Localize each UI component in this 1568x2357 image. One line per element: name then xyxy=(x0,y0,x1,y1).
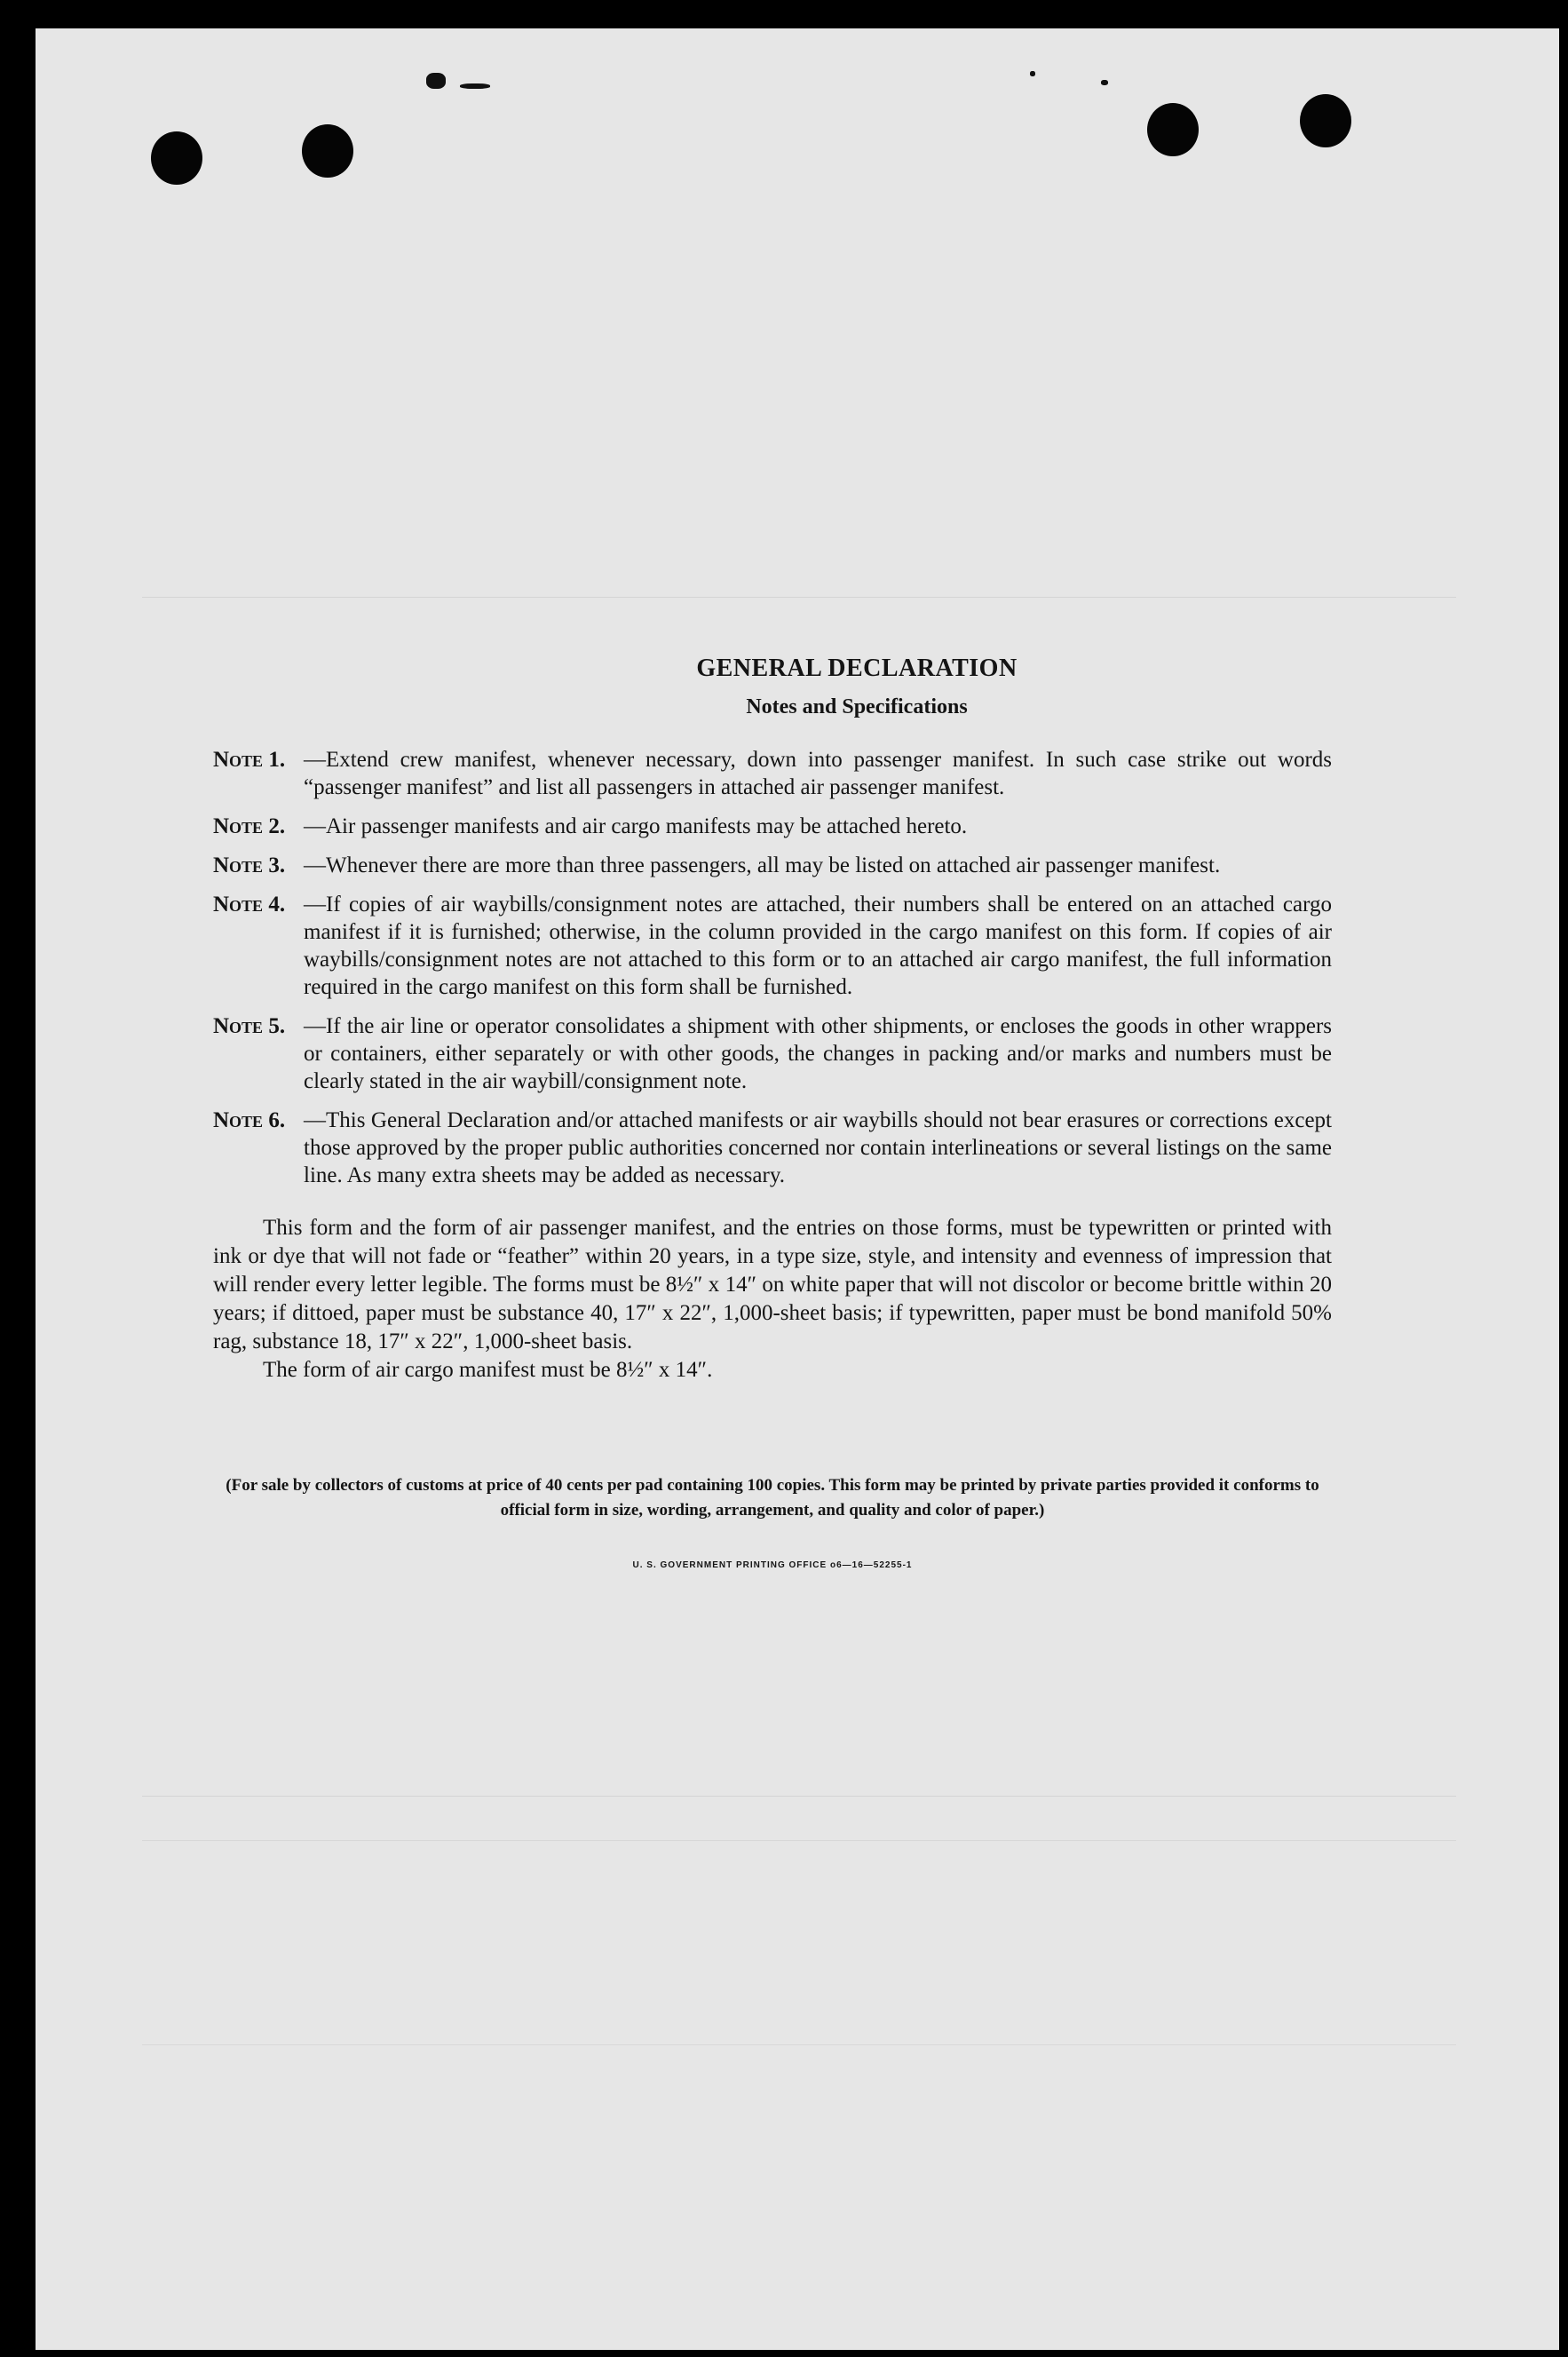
note-label: Note 2. xyxy=(213,814,286,838)
bleed-through-texture xyxy=(142,2044,1456,2045)
punch-hole-right-2 xyxy=(1300,94,1351,147)
note-label: Note 3. xyxy=(213,853,286,877)
notes-list xyxy=(213,746,1376,1189)
punch-hole-left-2 xyxy=(302,124,353,178)
note-text: —Extend crew manifest, whenever necessary, down into passenger manifest. In such case strike out words “passenger manifest” and list all passengers in attached air passenger manifest. xyxy=(304,748,1332,799)
ink-speck xyxy=(460,83,490,89)
ink-speck xyxy=(1030,71,1035,76)
note-label: Note 6. xyxy=(213,1108,286,1132)
note-text: —Whenever there are more than three passengers, all may be listed on attached air passenger manifest. xyxy=(304,853,1221,877)
note-label: Note 1. xyxy=(213,748,286,772)
note-item xyxy=(213,813,1376,840)
note-label: Note 4. xyxy=(213,893,286,917)
note-item xyxy=(213,891,1376,1001)
note-item xyxy=(213,1012,1376,1095)
note-item xyxy=(213,1107,1376,1189)
note-text: —If copies of air waybills/consignment notes are attached, their numbers shall be entered on an attached cargo manifest if it is furnished; otherwise, in the column provided in the cargo manifest on this form. If copies of air waybills/consignment notes are not attached to this form or to an attached air cargo manifest, the full information required in the cargo manifest on this form shall be furnished. xyxy=(304,893,1332,999)
note-label: Note 5. xyxy=(213,1014,286,1038)
note-text: —Air passenger manifests and air cargo manifests may be attached hereto. xyxy=(304,814,968,838)
document-subtitle: Notes and Specifications xyxy=(746,695,968,718)
note-item xyxy=(213,746,1376,801)
ink-speck xyxy=(426,73,446,89)
punch-hole-right-1 xyxy=(1147,103,1199,156)
bleed-through-texture xyxy=(142,1840,1456,1841)
document-page xyxy=(36,28,1559,2350)
note-item xyxy=(213,852,1376,879)
ink-speck xyxy=(1101,80,1108,85)
punch-hole-left-1 xyxy=(151,131,202,185)
bleed-through-texture xyxy=(142,1796,1456,1797)
note-text: —If the air line or operator consolidates a shipment with other shipments, or encloses the goods in other wrappers or containers, either separately or with other goods, the changes in packing and/or marks and numbers must be clearly stated in the air waybill/consignment note. xyxy=(304,1014,1332,1093)
cargo-manifest-size-paragraph: The form of air cargo manifest must be 8½″ x 14″. xyxy=(263,1358,713,1382)
sale-notice: (For sale by collectors of customs at price of 40 cents per pad containing 100 copies. This form may be printed by private parties provided it conforms to official form in size, wording, arrangement, and quality and color of paper.) xyxy=(226,1476,1319,1520)
note-text: —This General Declaration and/or attached manifests or air waybills should not bear erasures or corrections except those approved by the proper public authorities concerned nor contain interlineations or several listings on the same line. As many extra sheets may be added as necessary. xyxy=(304,1108,1332,1187)
bleed-through-texture xyxy=(142,597,1456,598)
specification-paragraph: This form and the form of air passenger manifest, and the entries on those forms, must be typewritten or printed with ink or dye that will not fade or “feather” within 20 years, in a type size, style, and intensity and evenness of impression that will render every letter legible. The forms must be 8½″ x 14″ on white paper that will not discolor or become brittle within 20 years; if dittoed, paper must be substance 40, 17″ x 22″, 1,000-sheet basis; if typewritten, paper must be bond manifold 50% rag, substance 18, 17″ x 22″, 1,000-sheet basis. xyxy=(213,1216,1332,1353)
document-title: GENERAL DECLARATION xyxy=(696,655,1018,682)
notes-content xyxy=(213,655,1376,1570)
printer-line: U. S. GOVERNMENT PRINTING OFFICE o6—16—52255-1 xyxy=(632,1560,913,1570)
